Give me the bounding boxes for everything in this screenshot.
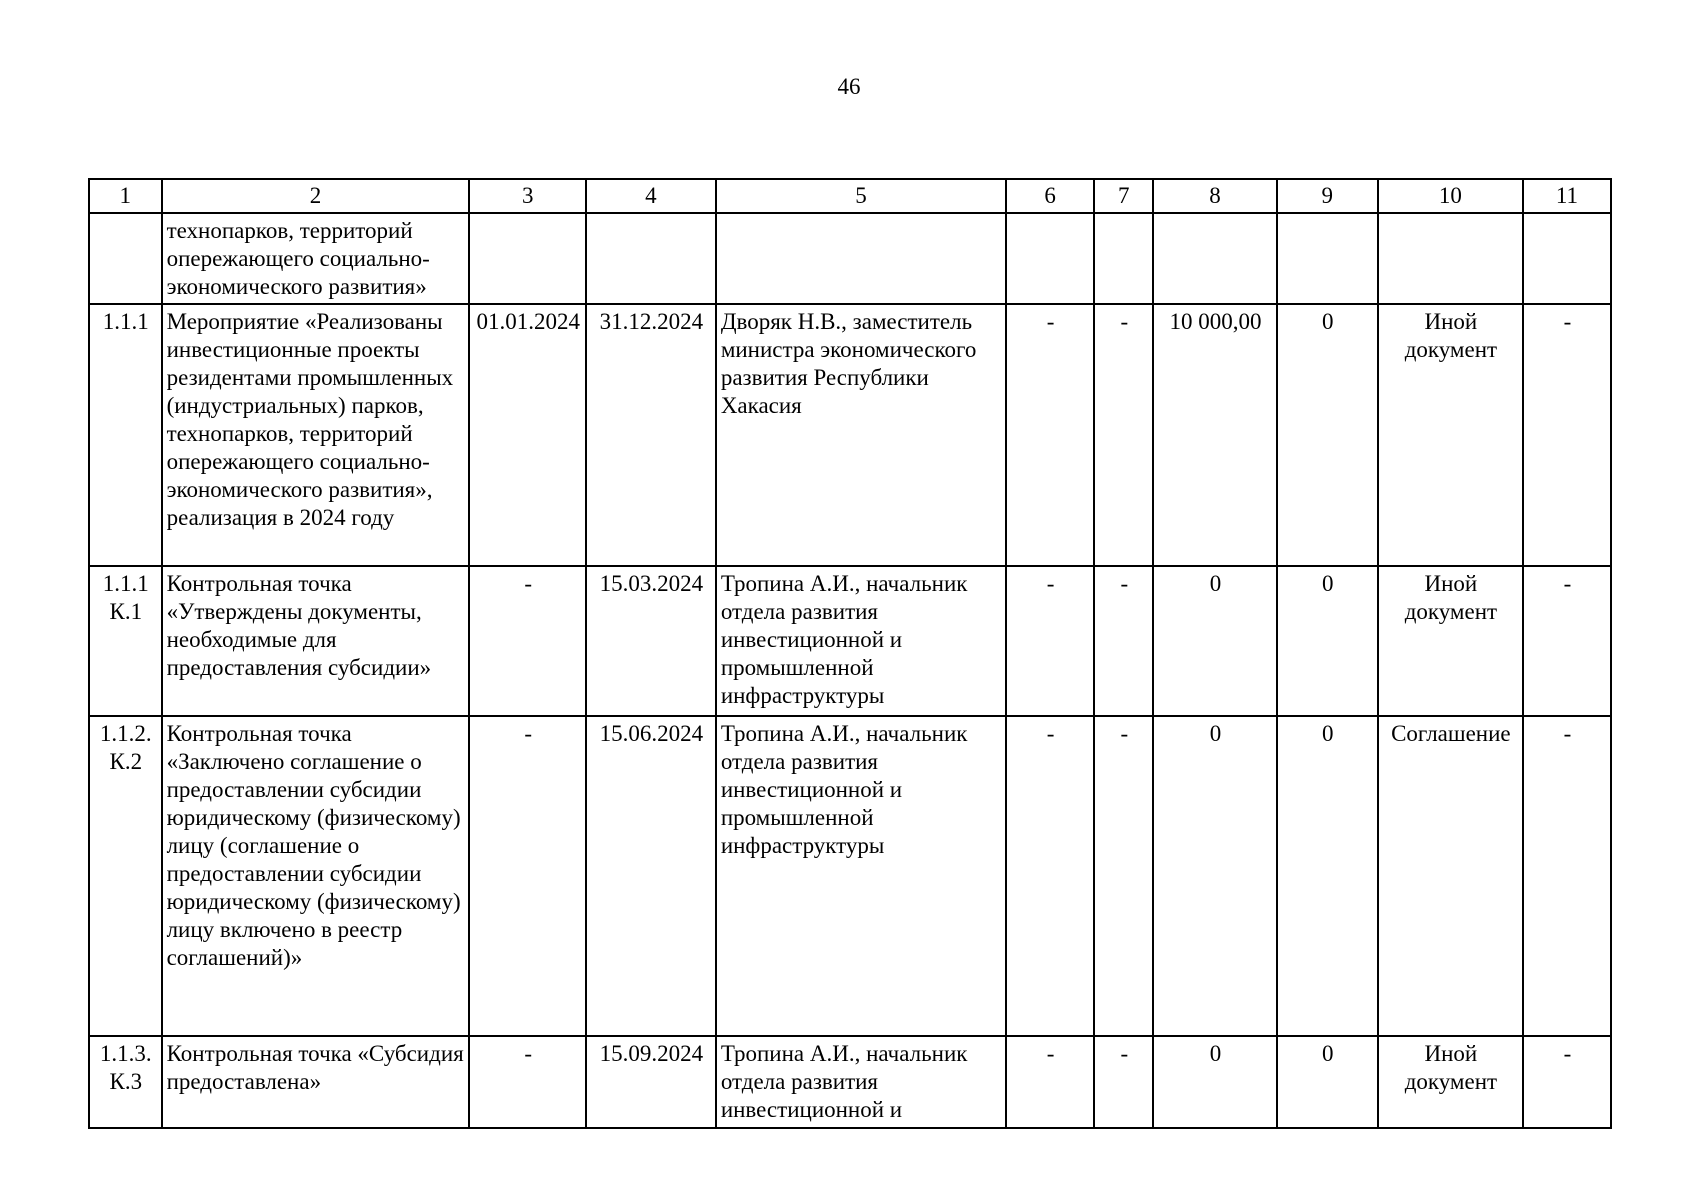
- header-cell: 5: [716, 179, 1006, 213]
- cell-col7: -: [1094, 716, 1153, 1036]
- cell-col8: 10 000,00: [1153, 304, 1276, 566]
- cell-col9: 0: [1277, 716, 1378, 1036]
- cell-col6: [1006, 213, 1094, 304]
- cell-col11: -: [1523, 566, 1611, 716]
- table-body: [89, 179, 1611, 1128]
- cell-responsible: Тропина А.И., начальник отдела развития инвестиционной и промышленной инфраструктуры: [716, 716, 1006, 1036]
- header-cell: 10: [1378, 179, 1523, 213]
- cell-start-date: -: [469, 1036, 586, 1128]
- cell-document: [1378, 213, 1523, 304]
- table-row: [89, 716, 1611, 1036]
- cell-col7: -: [1094, 566, 1153, 716]
- cell-col6: -: [1006, 716, 1094, 1036]
- header-cell: 4: [586, 179, 716, 213]
- cell-number: 1.1.2. К.2: [89, 716, 162, 1036]
- cell-number: [89, 213, 162, 304]
- cell-start-date: -: [469, 716, 586, 1036]
- header-cell: 2: [162, 179, 470, 213]
- header-cell: 1: [89, 179, 162, 213]
- cell-name: технопарков, территорий опережающего социально-экономического развития»: [162, 213, 470, 304]
- cell-col6: -: [1006, 566, 1094, 716]
- table-row: [89, 304, 1611, 566]
- cell-name: Мероприятие «Реализованы инвестиционные проекты резидентами промышленных (индустриальных) парков, технопарков, территорий опережающего социально-экономического развития», реализация в 2024 году: [162, 304, 470, 566]
- cell-col9: 0: [1277, 304, 1378, 566]
- cell-name: Контрольная точка «Утверждены документы, необходимые для предоставления субсидии»: [162, 566, 470, 716]
- header-cell: 8: [1153, 179, 1276, 213]
- cell-number: 1.1.1: [89, 304, 162, 566]
- cell-col8: 0: [1153, 716, 1276, 1036]
- cell-col9: 0: [1277, 566, 1378, 716]
- cell-responsible: Тропина А.И., начальник отдела развития инвестиционной и: [716, 1036, 1006, 1128]
- cell-number: 1.1.1 К.1: [89, 566, 162, 716]
- cell-responsible: [716, 213, 1006, 304]
- cell-end-date: 15.09.2024: [586, 1036, 716, 1128]
- cell-document: Иной документ: [1378, 1036, 1523, 1128]
- cell-end-date: 31.12.2024: [586, 304, 716, 566]
- cell-col8: [1153, 213, 1276, 304]
- cell-responsible: Тропина А.И., начальник отдела развития инвестиционной и промышленной инфраструктуры: [716, 566, 1006, 716]
- cell-number: 1.1.3. К.3: [89, 1036, 162, 1128]
- header-cell: 9: [1277, 179, 1378, 213]
- header-cell: 11: [1523, 179, 1611, 213]
- cell-document: Иной документ: [1378, 566, 1523, 716]
- table-row: [89, 213, 1611, 304]
- cell-col7: [1094, 213, 1153, 304]
- cell-document: Иной документ: [1378, 304, 1523, 566]
- cell-end-date: [586, 213, 716, 304]
- cell-col6: -: [1006, 1036, 1094, 1128]
- cell-col11: -: [1523, 1036, 1611, 1128]
- cell-col9: 0: [1277, 1036, 1378, 1128]
- cell-col11: [1523, 213, 1611, 304]
- header-row: [89, 179, 1611, 213]
- cell-start-date: [469, 213, 586, 304]
- cell-start-date: -: [469, 566, 586, 716]
- cell-col11: -: [1523, 716, 1611, 1036]
- cell-col7: -: [1094, 304, 1153, 566]
- header-cell: 6: [1006, 179, 1094, 213]
- cell-col8: 0: [1153, 566, 1276, 716]
- activities-table: [88, 178, 1612, 1129]
- cell-responsible: Дворяк Н.В., заместитель министра экономического развития Республики Хакасия: [716, 304, 1006, 566]
- cell-name: Контрольная точка «Заключено соглашение о предоставлении субсидии юридическому (физическому) лицу (соглашение о предоставлении субсидии юридическому (физическому) лицу включено в реестр соглашений)»: [162, 716, 470, 1036]
- cell-col7: -: [1094, 1036, 1153, 1128]
- cell-name: Контрольная точка «Субсидия предоставлена»: [162, 1036, 470, 1128]
- cell-col11: -: [1523, 304, 1611, 566]
- cell-start-date: 01.01.2024: [469, 304, 586, 566]
- cell-col6: -: [1006, 304, 1094, 566]
- cell-col9: [1277, 213, 1378, 304]
- table-row: [89, 1036, 1611, 1128]
- cell-document: Соглашение: [1378, 716, 1523, 1036]
- header-cell: 3: [469, 179, 586, 213]
- cell-col8: 0: [1153, 1036, 1276, 1128]
- cell-end-date: 15.03.2024: [586, 566, 716, 716]
- table-row: [89, 566, 1611, 716]
- header-cell: 7: [1094, 179, 1153, 213]
- cell-end-date: 15.06.2024: [586, 716, 716, 1036]
- page-number: 46: [837, 74, 861, 99]
